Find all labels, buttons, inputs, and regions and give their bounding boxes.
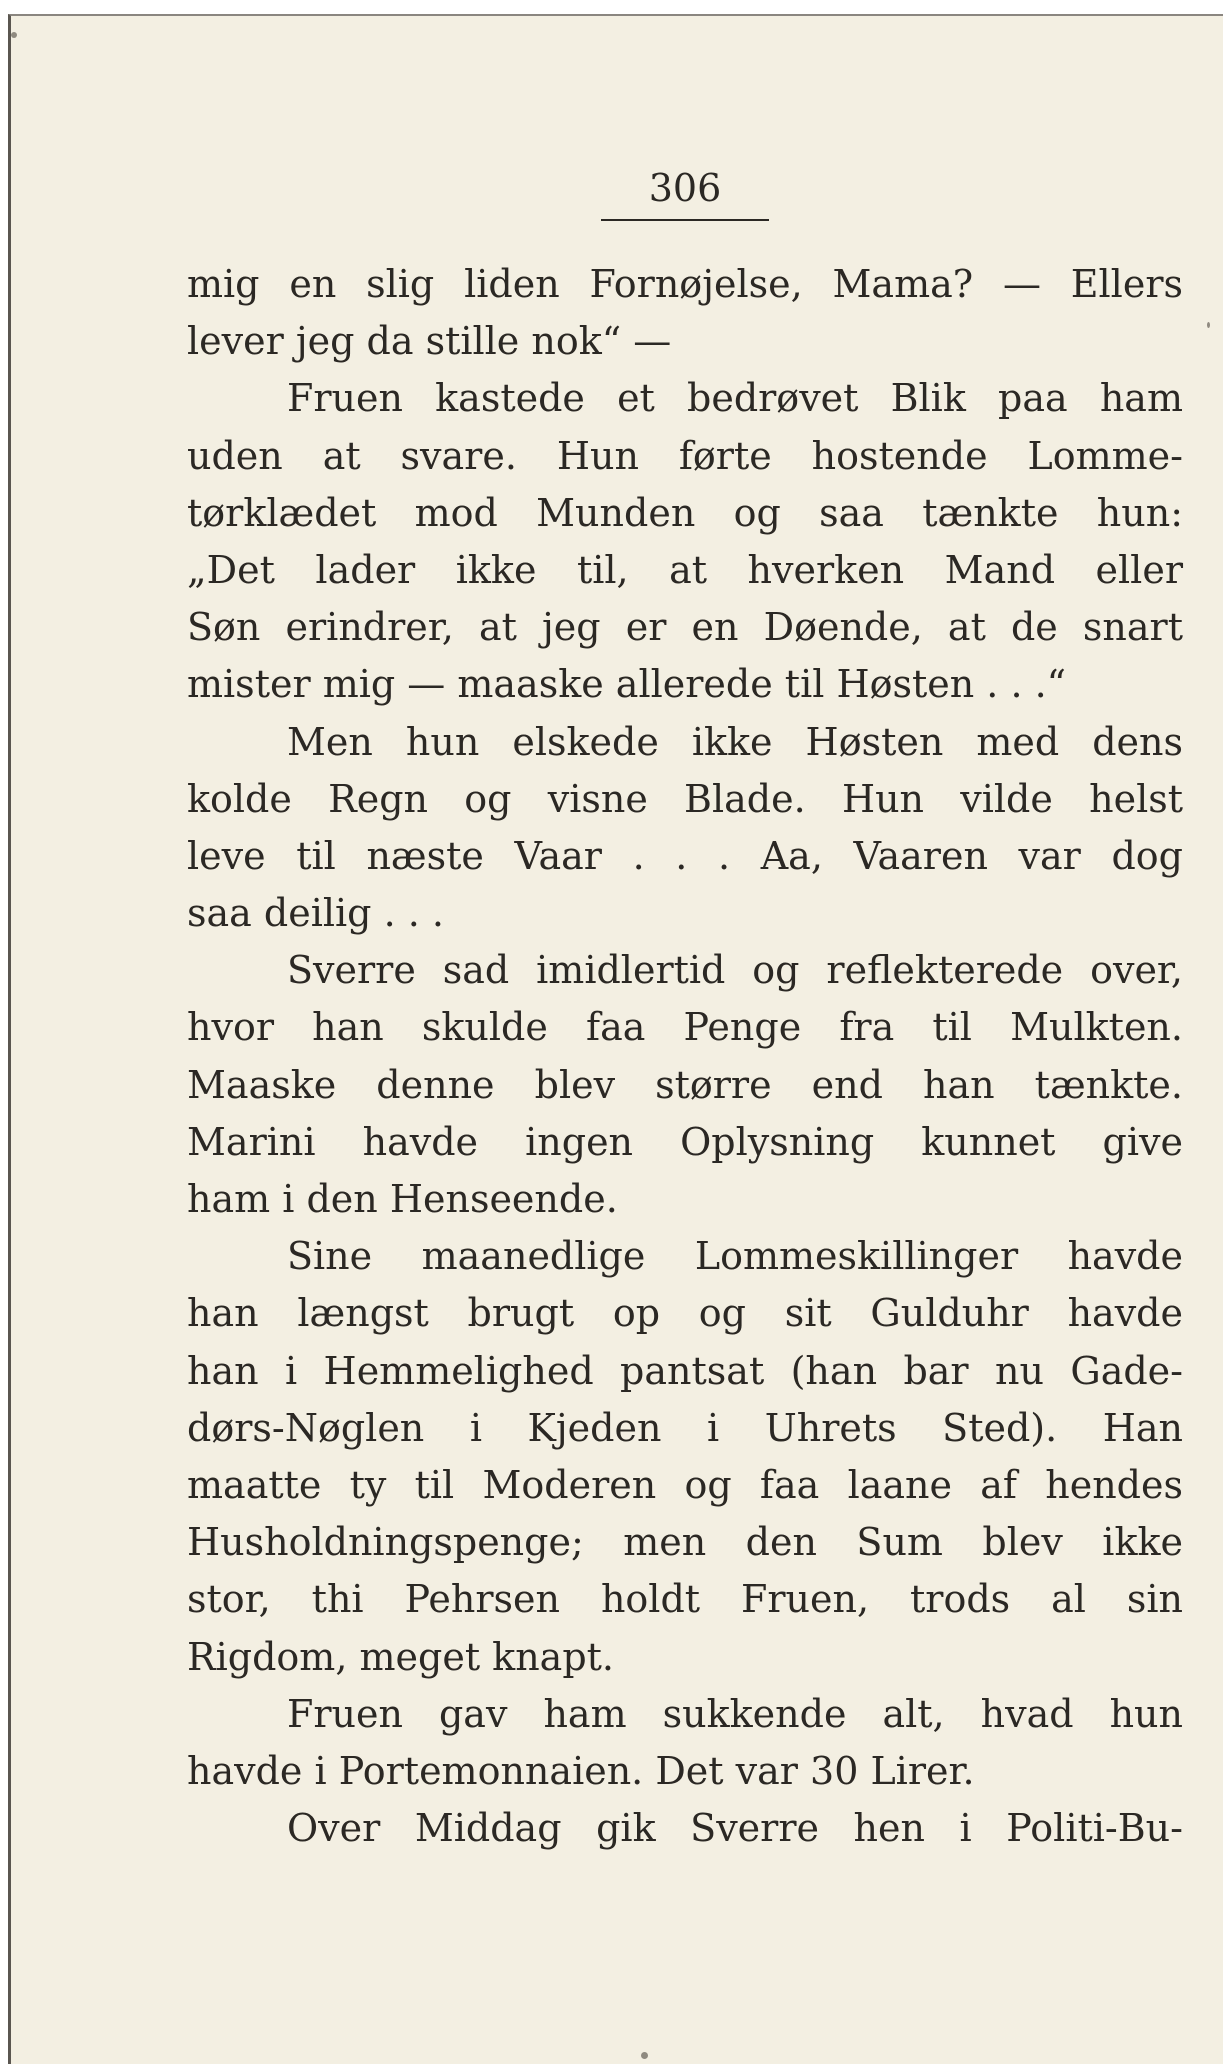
- text-line: Rigdom, meget knapt.: [187, 1634, 614, 1679]
- body-text: [187, 256, 1183, 1857]
- text-line: Søn erindrer, at jeg er en Døende, at de snart: [187, 605, 1183, 650]
- paper-speck: [641, 2052, 648, 2059]
- text-line: stor, thi Pehrsen holdt Fruen, trods al sin: [187, 1577, 1183, 1622]
- text-line: tørklædet mod Munden og saa tænkte hun:: [187, 490, 1183, 535]
- text-line: hvor han skulde faa Penge fra til Mulkten.: [187, 1005, 1183, 1050]
- page-number-rule: [601, 219, 769, 221]
- text-line: han længst brugt op og sit Gulduhr havde: [187, 1291, 1183, 1336]
- text-line: han i Hemmelighed pantsat (han bar nu Gade-: [187, 1348, 1183, 1393]
- text-line: saa deilig . . .: [187, 891, 444, 936]
- page-number: 306: [648, 166, 722, 210]
- paper-speck: [1207, 322, 1210, 328]
- text-line: Fruen kastede et bedrøvet Blik paa ham: [287, 376, 1183, 421]
- text-line: mister mig — maaske allerede til Høsten . . .“: [187, 662, 1067, 707]
- text-line: uden at svare. Hun førte hostende Lomme-: [187, 433, 1183, 478]
- text-line: Sverre sad imidlertid og reflekterede over,: [287, 948, 1183, 993]
- text-line: Men hun elskede ikke Høsten med dens: [287, 719, 1183, 764]
- text-line: Over Middag gik Sverre hen i Politi-Bu-: [287, 1806, 1183, 1851]
- paper-speck: [11, 32, 17, 38]
- text-line: ham i den Henseende.: [187, 1177, 618, 1221]
- text-line: leve til næste Vaar . . . Aa, Vaaren var dog: [187, 833, 1183, 878]
- text-line: Marini havde ingen Oplysning kunnet give: [187, 1119, 1183, 1164]
- text-line: „Det lader ikke til, at hverken Mand eller: [187, 547, 1183, 592]
- text-line: kolde Regn og visne Blade. Hun vilde helst: [187, 776, 1183, 821]
- text-line: Husholdningspenge; men den Sum blev ikke: [187, 1520, 1183, 1565]
- text-line: mig en slig liden Fornøjelse, Mama? — Ellers: [187, 262, 1183, 306]
- text-line: Fruen gav ham sukkende alt, hvad hun: [287, 1691, 1183, 1736]
- book-page: [8, 14, 1223, 2064]
- text-line: lever jeg da stille nok“ —: [187, 319, 672, 364]
- text-line: dørs-Nøglen i Kjeden i Uhrets Sted). Han: [187, 1405, 1183, 1450]
- text-line: maatte ty til Moderen og faa laane af hendes: [187, 1462, 1183, 1507]
- text-line: Sine maanedlige Lommeskillinger havde: [287, 1234, 1183, 1279]
- text-line: Maaske denne blev større end han tænkte.: [187, 1062, 1183, 1107]
- text-line: havde i Portemonnaien. Det var 30 Lirer.: [187, 1748, 975, 1793]
